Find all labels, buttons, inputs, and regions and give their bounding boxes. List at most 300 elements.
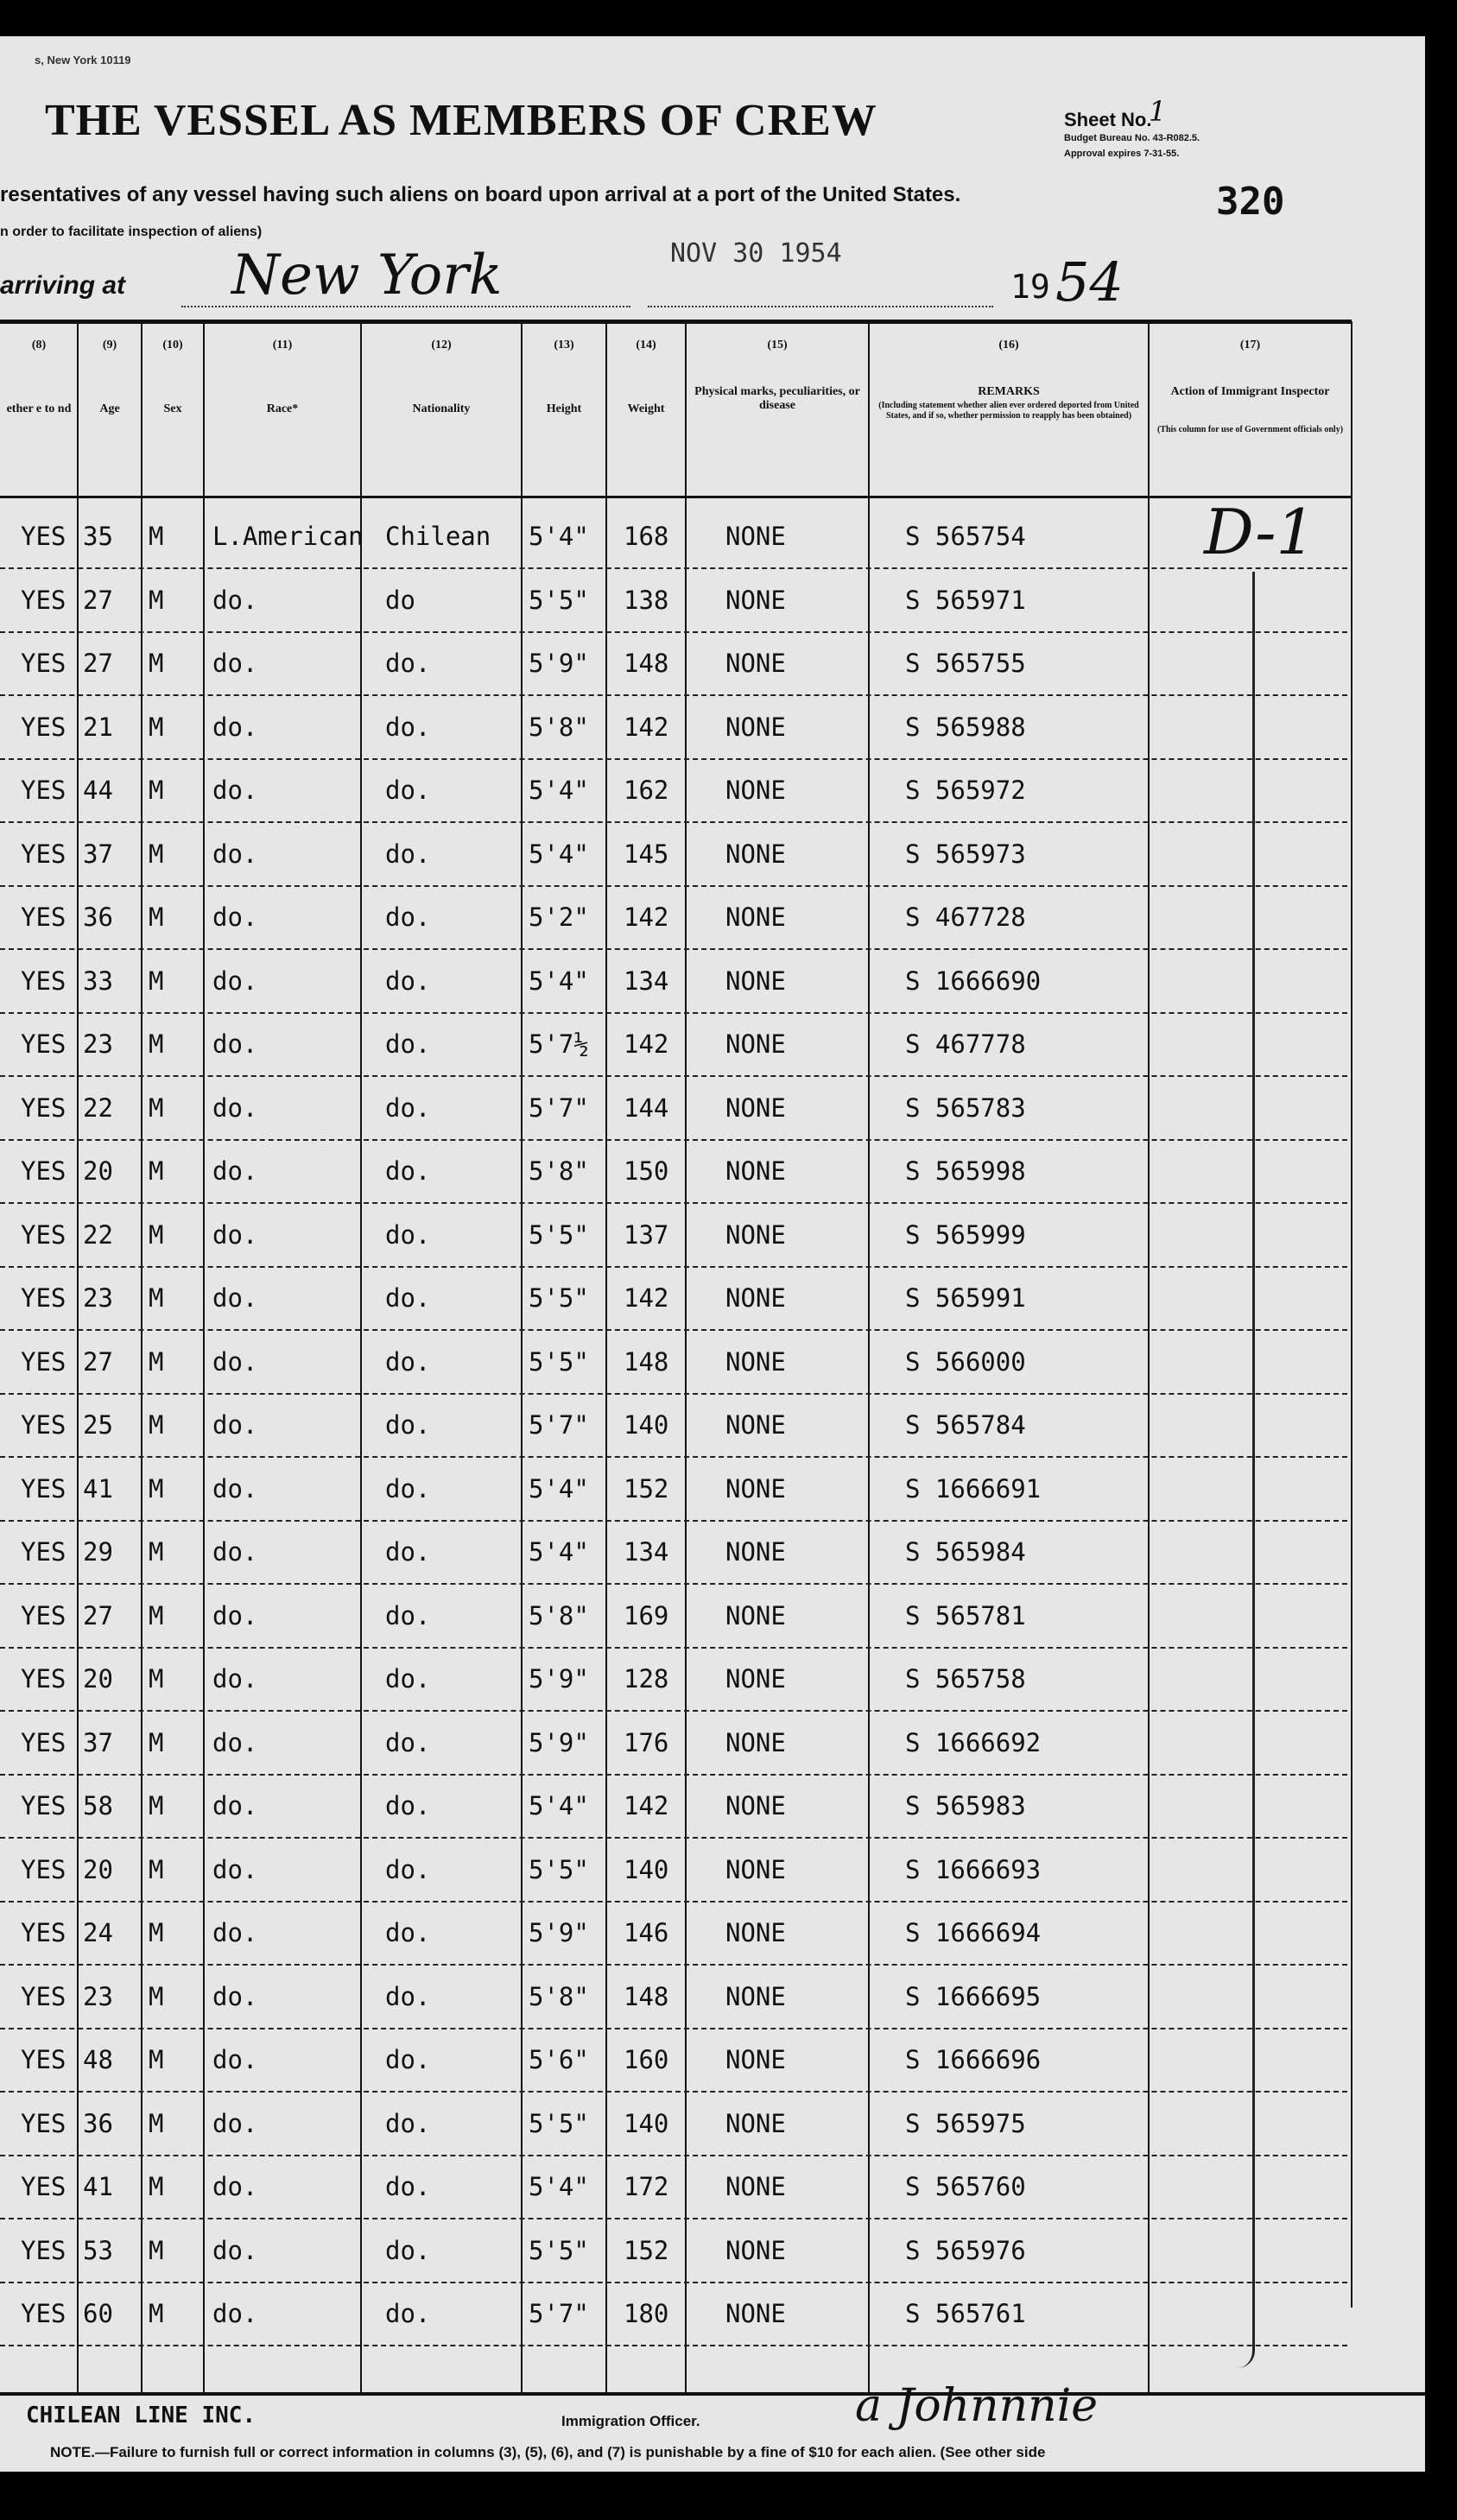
- cell-height: 5'2": [529, 902, 589, 932]
- cell-nationality: do.: [385, 1854, 431, 1884]
- cell-race: do.: [212, 1219, 258, 1250]
- cell-race: do.: [212, 1410, 258, 1440]
- cell-sex: M: [149, 1219, 164, 1250]
- cell-sex: M: [149, 649, 164, 678]
- cell-weight: 160: [624, 2045, 669, 2074]
- row-dashed-rule: [0, 885, 1347, 887]
- cell-weight: 150: [624, 1156, 669, 1186]
- row-dashed-rule: [0, 2282, 1347, 2283]
- cell-race: do.: [212, 2172, 258, 2201]
- column-header: REMARKS: [978, 385, 1040, 398]
- column-number: (16): [998, 339, 1019, 351]
- cell-age: 27: [83, 649, 113, 678]
- cell-weight: 168: [624, 522, 669, 551]
- cell-race: do.: [212, 839, 258, 869]
- cell-marks: NONE: [725, 2299, 786, 2328]
- cell-weight: 138: [624, 585, 669, 615]
- cell-remarks: S 1666690: [905, 966, 1042, 996]
- cell-age: 27: [83, 585, 113, 615]
- cell-age: 23: [83, 1029, 113, 1059]
- cell-land: YES: [21, 712, 67, 742]
- cell-race: do.: [212, 1537, 258, 1567]
- cell-race: do.: [212, 1791, 258, 1820]
- cell-land: YES: [21, 649, 67, 678]
- arriving-at-label: arriving at: [0, 271, 126, 300]
- column-header: Action of Immigrant Inspector: [1170, 385, 1330, 398]
- cell-marks: NONE: [725, 1981, 786, 2011]
- cell-marks: NONE: [725, 2172, 786, 2201]
- cell-weight: 148: [624, 1981, 669, 2011]
- cell-nationality: do.: [385, 1537, 431, 1567]
- cell-marks: NONE: [725, 2108, 786, 2138]
- cell-land: YES: [21, 1219, 67, 1250]
- cell-nationality: do.: [385, 1981, 431, 2011]
- cell-age: 25: [83, 1410, 113, 1440]
- cell-remarks: S 565781: [905, 1600, 1026, 1630]
- cell-nationality: do.: [385, 1092, 431, 1123]
- cell-race: do.: [212, 966, 258, 996]
- cell-nationality: do.: [385, 966, 431, 996]
- cell-land: YES: [21, 1981, 67, 2011]
- cell-height: 5'4": [529, 966, 589, 996]
- cell-land: YES: [21, 1727, 67, 1757]
- column-subheader: (This column for use of Government officials only): [1156, 425, 1344, 434]
- cell-age: 23: [83, 1283, 113, 1313]
- table-row: [0, 700, 1347, 763]
- cell-sex: M: [149, 1918, 164, 1947]
- cell-race: do.: [212, 1918, 258, 1947]
- cell-race: do.: [212, 1981, 258, 2011]
- cell-land: YES: [21, 902, 67, 932]
- cell-sex: M: [149, 1854, 164, 1884]
- table-row: [0, 1271, 1347, 1334]
- cell-marks: NONE: [725, 1092, 786, 1123]
- cell-weight: 137: [624, 1219, 669, 1250]
- column-header: Nationality: [412, 402, 471, 415]
- cell-weight: 142: [624, 712, 669, 742]
- cell-age: 21: [83, 712, 113, 742]
- table-row: [0, 1335, 1347, 1398]
- row-dashed-rule: [0, 758, 1347, 760]
- cell-age: 22: [83, 1092, 113, 1123]
- cell-remarks: S 565755: [905, 649, 1026, 678]
- column-number: (10): [162, 339, 183, 351]
- cell-remarks: S 565761: [905, 2299, 1026, 2328]
- cell-sex: M: [149, 1791, 164, 1820]
- cell-age: 48: [83, 2045, 113, 2074]
- cell-marks: NONE: [725, 1219, 786, 1250]
- cell-sex: M: [149, 522, 164, 551]
- cell-age: 27: [83, 1600, 113, 1630]
- cell-race: do.: [212, 1283, 258, 1313]
- cell-nationality: do.: [385, 2172, 431, 2201]
- cell-race: do.: [212, 2108, 258, 2138]
- cell-remarks: S 565754: [905, 522, 1026, 551]
- cell-age: 60: [83, 2299, 113, 2328]
- row-dashed-rule: [0, 948, 1347, 950]
- cell-marks: NONE: [725, 2045, 786, 2074]
- row-dashed-rule: [0, 2028, 1347, 2029]
- cell-height: 5'8": [529, 1600, 589, 1630]
- cell-race: do.: [212, 1029, 258, 1059]
- cell-land: YES: [21, 1918, 67, 1947]
- table-row: [0, 1843, 1347, 1906]
- cell-remarks: S 467778: [905, 1029, 1026, 1059]
- cell-weight: 140: [624, 1410, 669, 1440]
- cell-nationality: do.: [385, 902, 431, 932]
- row-dashed-rule: [0, 1075, 1347, 1077]
- cell-remarks: S 566000: [905, 1346, 1026, 1377]
- date-stamp: NOV 30 1954: [670, 238, 842, 269]
- column-number: (17): [1239, 339, 1261, 351]
- column-number: (15): [767, 339, 788, 351]
- cell-weight: 142: [624, 902, 669, 932]
- cell-marks: NONE: [725, 522, 786, 551]
- cell-nationality: do.: [385, 1473, 431, 1504]
- cell-weight: 180: [624, 2299, 669, 2328]
- row-dashed-rule: [0, 1837, 1347, 1839]
- cell-weight: 148: [624, 1346, 669, 1377]
- cell-marks: NONE: [725, 1854, 786, 1884]
- cell-land: YES: [21, 1600, 67, 1630]
- row-dashed-rule: [0, 1774, 1347, 1776]
- cell-remarks: S 565976: [905, 2235, 1026, 2265]
- cell-age: 58: [83, 1791, 113, 1820]
- cell-sex: M: [149, 1473, 164, 1504]
- column-number: (13): [554, 339, 574, 351]
- cell-nationality: do.: [385, 1156, 431, 1186]
- cell-height: 5'6": [529, 2045, 589, 2074]
- cell-remarks: S 1666692: [905, 1727, 1042, 1757]
- cell-remarks: S 565983: [905, 1791, 1026, 1820]
- cell-land: YES: [21, 1346, 67, 1377]
- cell-height: 5'7": [529, 1092, 589, 1123]
- row-dashed-rule: [0, 567, 1347, 569]
- cell-marks: NONE: [725, 1664, 786, 1694]
- row-dashed-rule: [0, 2091, 1347, 2093]
- cell-weight: 140: [624, 1854, 669, 1884]
- cell-marks: NONE: [725, 1918, 786, 1947]
- cell-marks: NONE: [725, 1410, 786, 1440]
- cell-land: YES: [21, 2172, 67, 2201]
- cell-height: 5'5": [529, 1283, 589, 1313]
- year-prefix: 19: [1010, 268, 1050, 306]
- table-row: [0, 2033, 1347, 2096]
- cell-height: 5'7": [529, 1410, 589, 1440]
- cell-marks: NONE: [725, 1727, 786, 1757]
- sheet-number-value: 1: [1149, 95, 1167, 128]
- cell-age: 36: [83, 2108, 113, 2138]
- cell-nationality: do: [385, 585, 415, 615]
- cell-nationality: do.: [385, 2235, 431, 2265]
- column-number: (14): [636, 339, 656, 351]
- cell-remarks: S 565975: [905, 2108, 1026, 2138]
- cell-nationality: do.: [385, 776, 431, 805]
- table-row: [0, 1208, 1347, 1271]
- cell-age: 36: [83, 902, 113, 932]
- row-dashed-rule: [0, 1583, 1347, 1585]
- cell-remarks: S 565984: [905, 1537, 1026, 1567]
- column-header: Sex: [163, 402, 182, 415]
- table-row: [0, 1081, 1347, 1144]
- cell-sex: M: [149, 1283, 164, 1313]
- table-row: [0, 1652, 1347, 1715]
- cell-sex: M: [149, 1410, 164, 1440]
- cell-sex: M: [149, 585, 164, 615]
- cell-land: YES: [21, 776, 67, 805]
- cell-height: 5'9": [529, 1918, 589, 1947]
- cell-marks: NONE: [725, 2235, 786, 2265]
- row-dashed-rule: [0, 1964, 1347, 1966]
- cell-weight: 140: [624, 2108, 669, 2138]
- cell-weight: 169: [624, 1600, 669, 1630]
- cell-remarks: S 467728: [905, 902, 1026, 932]
- cell-sex: M: [149, 1346, 164, 1377]
- page-title: THE VESSEL AS MEMBERS OF CREW: [45, 96, 877, 145]
- row-dashed-rule: [0, 631, 1347, 633]
- row-dashed-rule: [0, 1393, 1347, 1395]
- cell-land: YES: [21, 585, 67, 615]
- row-dashed-rule: [0, 2218, 1347, 2219]
- cell-height: 5'7½: [529, 1029, 589, 1059]
- cell-sex: M: [149, 1156, 164, 1186]
- row-dashed-rule: [0, 1647, 1347, 1649]
- cell-height: 5'5": [529, 1219, 589, 1250]
- cell-nationality: do.: [385, 712, 431, 742]
- cell-weight: 148: [624, 649, 669, 678]
- cell-age: 29: [83, 1537, 113, 1567]
- cell-height: 5'4": [529, 839, 589, 869]
- cell-weight: 176: [624, 1727, 669, 1757]
- cell-height: 5'4": [529, 2172, 589, 2201]
- row-dashed-rule: [0, 1202, 1347, 1204]
- cell-race: do.: [212, 1600, 258, 1630]
- cell-nationality: do.: [385, 2299, 431, 2328]
- cell-remarks: S 1666695: [905, 1981, 1042, 2011]
- cell-height: 5'9": [529, 1727, 589, 1757]
- cell-remarks: S 1666694: [905, 1918, 1042, 1947]
- column-subheader: (Including statement whether alien ever ordered deported from United States, and if so, whether permission to reapply has been obtained): [878, 401, 1139, 421]
- cell-weight: 146: [624, 1918, 669, 1947]
- cell-weight: 142: [624, 1283, 669, 1313]
- cell-nationality: do.: [385, 1727, 431, 1757]
- cell-race: do.: [212, 712, 258, 742]
- cell-sex: M: [149, 1537, 164, 1567]
- cell-age: 27: [83, 1346, 113, 1377]
- cell-land: YES: [21, 966, 67, 996]
- cell-race: do.: [212, 776, 258, 805]
- form-code: 320: [1216, 180, 1285, 224]
- footer-note: NOTE.—Failure to furnish full or correct information in columns (3), (5), (6), and (7) is punishable by a fine of $10 for each alien. (See other side: [50, 2444, 1046, 2460]
- table-row: [0, 2287, 1347, 2350]
- column-number: (12): [431, 339, 452, 351]
- cell-weight: 152: [624, 2235, 669, 2265]
- cell-marks: NONE: [725, 585, 786, 615]
- cell-remarks: S 1666696: [905, 2045, 1042, 2074]
- cell-remarks: S 1666691: [905, 1473, 1042, 1504]
- column-header: Height: [546, 402, 582, 415]
- table-row: [0, 1144, 1347, 1207]
- column-header: Race*: [266, 402, 299, 415]
- cell-weight: 144: [624, 1092, 669, 1123]
- cell-race: do.: [212, 1092, 258, 1123]
- cell-marks: NONE: [725, 1791, 786, 1820]
- row-dashed-rule: [0, 821, 1347, 823]
- year-suffix: 54: [1055, 250, 1124, 313]
- cell-sex: M: [149, 2172, 164, 2201]
- form-subtitle: resentatives of any vessel having such aliens on board upon arrival at a port of the United States.: [0, 183, 961, 206]
- cell-age: 37: [83, 1727, 113, 1757]
- cell-age: 37: [83, 839, 113, 869]
- cell-nationality: do.: [385, 1283, 431, 1313]
- cell-land: YES: [21, 1029, 67, 1059]
- column-divider: [1351, 321, 1352, 2308]
- column-header: Physical marks, peculiarities, or disease: [694, 385, 860, 412]
- column-header: Age: [99, 402, 120, 415]
- cell-race: do.: [212, 2235, 258, 2265]
- cell-height: 5'4": [529, 1537, 589, 1567]
- cell-age: 22: [83, 1219, 113, 1250]
- cell-age: 44: [83, 776, 113, 805]
- cell-remarks: S 565999: [905, 1219, 1026, 1250]
- cell-nationality: do.: [385, 1664, 431, 1694]
- cell-remarks: S 565971: [905, 585, 1026, 615]
- cell-race: do.: [212, 1473, 258, 1504]
- row-dashed-rule: [0, 1266, 1347, 1268]
- sheet-number-label: Sheet No.: [1064, 109, 1152, 130]
- cell-land: YES: [21, 1664, 67, 1694]
- cell-land: YES: [21, 2235, 67, 2265]
- form-subnote: n order to facilitate inspection of aliens): [0, 225, 263, 239]
- cell-age: 20: [83, 1854, 113, 1884]
- cell-land: YES: [21, 1854, 67, 1884]
- cell-height: 5'9": [529, 1664, 589, 1694]
- cell-height: 5'8": [529, 712, 589, 742]
- cell-weight: 152: [624, 1473, 669, 1504]
- row-dashed-rule: [0, 1456, 1347, 1458]
- row-dashed-rule: [0, 1901, 1347, 1903]
- cell-marks: NONE: [725, 839, 786, 869]
- cell-race: do.: [212, 2045, 258, 2074]
- table-row: [0, 2224, 1347, 2287]
- cell-nationality: do.: [385, 1918, 431, 1947]
- cell-height: 5'5": [529, 1854, 589, 1884]
- cell-nationality: do.: [385, 1029, 431, 1059]
- cell-marks: NONE: [725, 1156, 786, 1186]
- cell-race: do.: [212, 649, 258, 678]
- table-row: [0, 573, 1347, 636]
- cell-marks: NONE: [725, 1537, 786, 1567]
- cell-nationality: Chilean: [385, 522, 491, 551]
- cell-race: do.: [212, 2299, 258, 2328]
- cell-weight: 145: [624, 839, 669, 869]
- cell-sex: M: [149, 966, 164, 996]
- cell-marks: NONE: [725, 1473, 786, 1504]
- row-dashed-rule: [0, 694, 1347, 696]
- cell-sex: M: [149, 712, 164, 742]
- cell-height: 5'8": [529, 1156, 589, 1186]
- cell-race: L.American: [212, 522, 364, 551]
- row-dashed-rule: [0, 2345, 1347, 2346]
- cell-nationality: do.: [385, 1791, 431, 1820]
- cell-age: 23: [83, 1981, 113, 2011]
- cell-height: 5'4": [529, 776, 589, 805]
- cell-marks: NONE: [725, 966, 786, 996]
- cell-marks: NONE: [725, 1346, 786, 1377]
- cell-race: do.: [212, 1156, 258, 1186]
- cell-nationality: do.: [385, 1600, 431, 1630]
- cell-sex: M: [149, 1600, 164, 1630]
- cell-land: YES: [21, 2045, 67, 2074]
- table-row: [0, 1716, 1347, 1779]
- cell-age: 33: [83, 966, 113, 996]
- cell-remarks: S 565972: [905, 776, 1026, 805]
- form-origin-text: s, New York 10119: [35, 54, 131, 66]
- table-row: [0, 890, 1347, 953]
- table-row: [0, 827, 1347, 890]
- column-number: (8): [31, 339, 47, 351]
- cell-height: 5'9": [529, 649, 589, 678]
- cell-weight: 142: [624, 1791, 669, 1820]
- table-row: [0, 1525, 1347, 1588]
- cell-height: 5'5": [529, 2235, 589, 2265]
- table-row: [0, 510, 1347, 573]
- row-dashed-rule: [0, 2155, 1347, 2156]
- footer-rule: [0, 2392, 1425, 2396]
- cell-weight: 134: [624, 1537, 669, 1567]
- cell-marks: NONE: [725, 776, 786, 805]
- cell-sex: M: [149, 1664, 164, 1694]
- cell-remarks: S 565758: [905, 1664, 1026, 1694]
- table-row: [0, 954, 1347, 1017]
- cell-remarks: S 565973: [905, 839, 1026, 869]
- cell-remarks: S 565783: [905, 1092, 1026, 1123]
- table-row: [0, 2160, 1347, 2223]
- cell-sex: M: [149, 1092, 164, 1123]
- inspector-bracket-line: [1226, 572, 1255, 2368]
- cell-remarks: S 565998: [905, 1156, 1026, 1186]
- cell-sex: M: [149, 2235, 164, 2265]
- row-dashed-rule: [0, 1520, 1347, 1522]
- cell-sex: M: [149, 2299, 164, 2328]
- table-row: [0, 1398, 1347, 1461]
- cell-height: 5'7": [529, 2299, 589, 2328]
- date-dotted-line: [648, 306, 993, 307]
- cell-nationality: do.: [385, 1410, 431, 1440]
- cell-height: 5'5": [529, 2108, 589, 2138]
- cell-age: 41: [83, 2172, 113, 2201]
- cell-weight: 162: [624, 776, 669, 805]
- cell-weight: 142: [624, 1029, 669, 1059]
- column-number: (11): [272, 339, 293, 351]
- row-dashed-rule: [0, 1710, 1347, 1712]
- budget-bureau-number: Budget Bureau No. 43-R082.5.: [1064, 133, 1200, 143]
- row-dashed-rule: [0, 1329, 1347, 1331]
- company-name: CHILEAN LINE INC.: [26, 2403, 257, 2428]
- cell-nationality: do.: [385, 1219, 431, 1250]
- cell-race: do.: [212, 1346, 258, 1377]
- cell-race: do.: [212, 585, 258, 615]
- table-row: [0, 1462, 1347, 1525]
- approval-expiry: Approval expires 7-31-55.: [1064, 149, 1180, 159]
- column-header: ether e to nd: [6, 402, 72, 415]
- port-dotted-line: [181, 306, 630, 307]
- cell-nationality: do.: [385, 1346, 431, 1377]
- cell-land: YES: [21, 2299, 67, 2328]
- cell-sex: M: [149, 1029, 164, 1059]
- cell-weight: 128: [624, 1664, 669, 1694]
- table-row: [0, 1970, 1347, 2033]
